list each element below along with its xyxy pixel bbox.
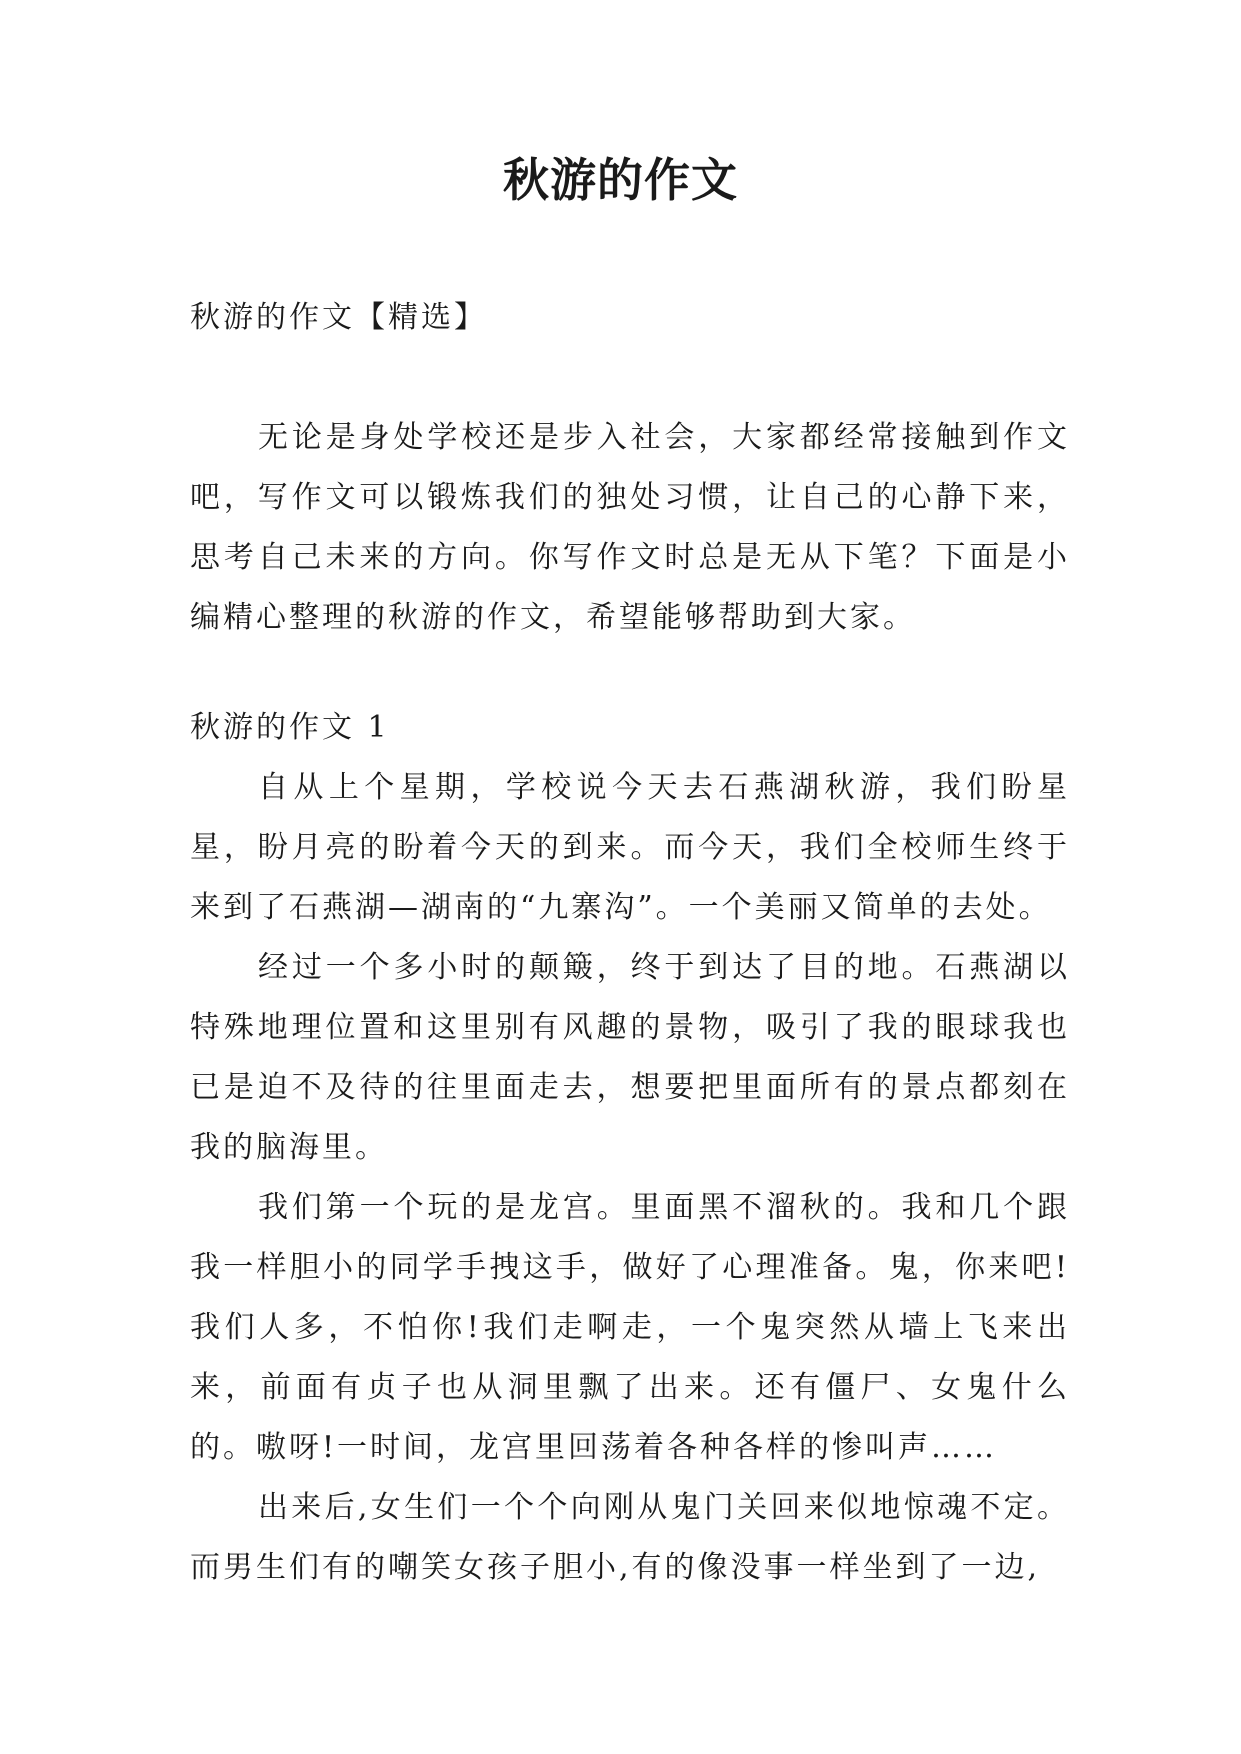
intro-paragraph	[190, 408, 1070, 648]
paragraph-2: 经过一个多小时的颠簸，终于到达了目的地。石燕湖以特殊地理位置和这里别有风趣的景物，吸引了我的眼球我也已是迫不及待的往里面走去，想要把里面所有的景点都刻在我的脑海里。	[190, 950, 1070, 1165]
paragraph-4: 出来后,女生们一个个向刚从鬼门关回来似地惊魂不定。而男生们有的嘲笑女孩子胆小,有的像没事一样坐到了一边,	[190, 1490, 1070, 1585]
document-title: 秋游的作文	[503, 153, 738, 207]
section-heading: 秋游的作文 1	[190, 710, 390, 745]
document-subtitle: 秋游的作文【精选】	[190, 300, 487, 335]
paragraph-3: 我们第一个玩的是龙宫。里面黑不溜秋的。我和几个跟我一样胆小的同学手拽这手，做好了心理准备。鬼，你来吧!我们人多，不怕你!我们走啊走，一个鬼突然从墙上飞来出来，前面有贞子也从洞里飘了出来。还有僵尸、女鬼什么的。嗷呀!一时间，龙宫里回荡着各种各样的惨叫声……	[190, 1190, 1070, 1465]
paragraph-1: 自从上个星期，学校说今天去石燕湖秋游，我们盼星星，盼月亮的盼着今天的到来。而今天，我们全校师生终于来到了石燕湖—湖南的“九寨沟”。一个美丽又简单的去处。	[190, 770, 1070, 925]
section-body	[190, 758, 1070, 1598]
intro-text: 无论是身处学校还是步入社会，大家都经常接触到作文吧，写作文可以锻炼我们的独处习惯，让自己的心静下来，思考自己未来的方向。你写作文时总是无从下笔？下面是小编精心整理的秋游的作文，希望能够帮助到大家。	[190, 420, 1070, 635]
